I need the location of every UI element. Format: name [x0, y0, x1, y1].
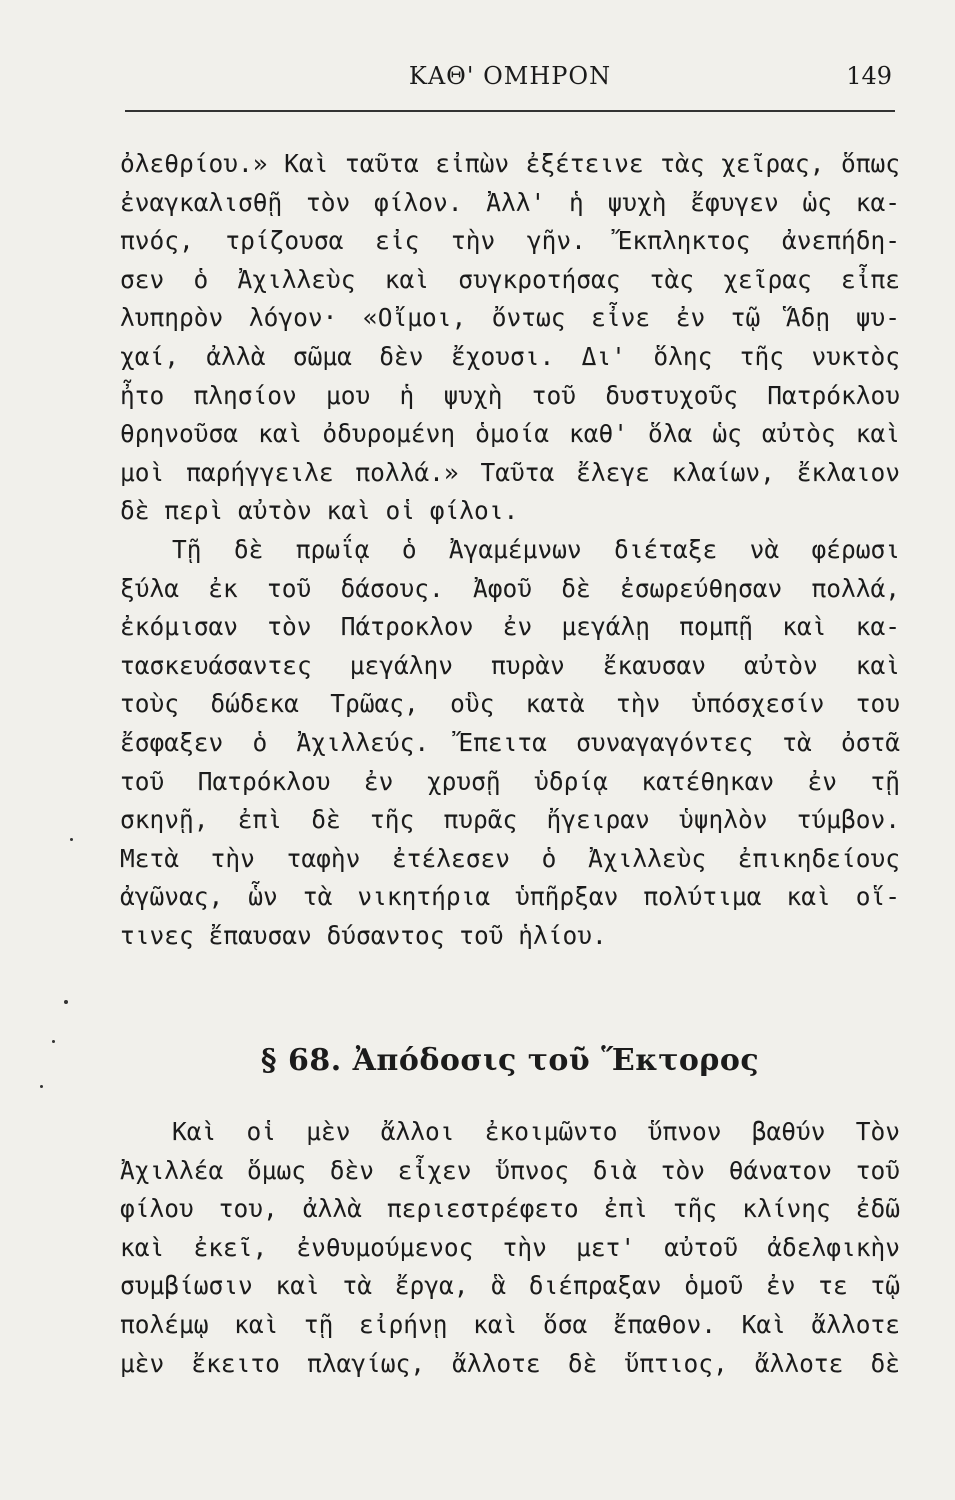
text-line: ἦτο πλησίον μου ἡ ψυχὴ τοῦ δυστυχοῦς Πατρόκλου: [120, 380, 900, 410]
text-line: μοὶ παρήγγειλε πολλά.» Ταῦτα ἔλεγε κλαίων, ἔκλαιον: [120, 457, 900, 487]
text-line: τινες ἔπαυσαν δύσαντος τοῦ ἡλίου.: [120, 920, 607, 950]
paragraph-3: [120, 1113, 900, 1383]
section-text: [120, 1113, 900, 1383]
text-line: Ἀχιλλέα ὅμως δὲν εἶχεν ὕπνος διὰ τὸν θάνατον τοῦ: [120, 1155, 900, 1185]
text-line: ἐκόμισαν τὸν Πάτροκλον ἐν μεγάλῃ πομπῇ καὶ κα-: [120, 612, 900, 642]
text-line: τοῦ Πατρόκλου ἐν χρυσῇ ὑδρίᾳ κατέθηκαν ἐν τῇ: [120, 766, 900, 796]
text-line: Τῇ δὲ πρωΐᾳ ὁ Ἀγαμέμνων διέταξε νὰ φέρωσι: [172, 534, 900, 564]
text-line: μὲν ἔκειτο πλαγίως, ἄλλοτε δὲ ὕπτιος, ἄλλοτε δὲ: [120, 1348, 900, 1378]
text-line: Καὶ οἱ μὲν ἄλλοι ἐκοιμῶντο ὕπνον βαθύν Τὸν: [172, 1117, 900, 1146]
header-rule: [125, 110, 895, 112]
page-header: [120, 58, 900, 98]
text-line: συμβίωσιν καὶ τὰ ἔργα, ἃ διέπραξαν ὁμοῦ ἐν τε τῷ: [120, 1271, 900, 1301]
text-line: χαί, ἀλλὰ σῶμα δὲν ἔχουσι. Δι' ὅλης τῆς νυκτὸς: [120, 341, 900, 371]
text-line: ὀλεθρίου.» Καὶ ταῦτα εἰπὼν ἐξέτεινε τὰς χεῖρας, ὅπως: [120, 149, 900, 178]
text-line: ἔσφαξεν ὁ Ἀχιλλεύς. Ἔπειτα συναγαγόντες τὰ ὀστᾶ: [120, 727, 900, 757]
text-line: ἀγῶνας, ὧν τὰ νικητήρια ὑπῆρξαν πολύτιμα καὶ οἵ-: [120, 882, 900, 912]
running-title: ΚΑΘ' ΟΜΗΡΟΝ: [408, 62, 612, 90]
text-line: τοὺς δώδεκα Τρῶας, οὓς κατὰ τὴν ὑπόσχεσίν του: [120, 689, 900, 719]
text-line: πολέμῳ καὶ τῇ εἰρήνῃ καὶ ὅσα ἔπαθον. Καὶ ἄλλοτε: [120, 1309, 900, 1339]
text-line: δὲ περὶ αὐτὸν καὶ οἱ φίλοι.: [120, 496, 519, 526]
page-number: 149: [846, 62, 892, 90]
text-line: Μετὰ τὴν ταφὴν ἐτέλεσεν ὁ Ἀχιλλεὺς ἐπικηδείους: [120, 843, 900, 873]
text-line: θρηνοῦσα καὶ ὀδυρομένη ὁμοία καθ' ὅλα ὡς αὐτὸς καὶ: [120, 419, 900, 449]
main-text: [120, 145, 900, 955]
paragraph-2: [120, 531, 900, 956]
print-speck: [52, 1040, 55, 1043]
text-line: τασκευάσαντες μεγάλην πυρὰν ἔκαυσαν αὐτὸν καὶ: [120, 650, 900, 680]
text-line: καὶ ἐκεῖ, ἐνθυμούμενος τὴν μετ' αὐτοῦ ἀδελφικὴν: [120, 1232, 900, 1262]
text-line: λυπηρὸν λόγον· «Οἴμοι, ὄντως εἶνε ἐν τῷ Ἅδῃ ψυ-: [120, 303, 900, 333]
text-line: ξύλα ἐκ τοῦ δάσους. Ἀφοῦ δὲ ἐσωρεύθησαν πολλά,: [120, 573, 900, 603]
print-speck: [40, 1085, 43, 1088]
section-heading: § 68. Ἀπόδοσις τοῦ Ἕκτορος: [260, 1043, 760, 1078]
print-speck: [70, 838, 73, 841]
text-line: ἐναγκαλισθῇ τὸν φίλον. Ἀλλ' ἡ ψυχὴ ἔφυγεν ὡς κα-: [120, 187, 900, 217]
text-line: σκηνῇ, ἐπὶ δὲ τῆς πυρᾶς ἤγειραν ὑψηλὸν τύμβον.: [120, 805, 900, 835]
text-line: φίλου του, ἀλλὰ περιεστρέφετο ἐπὶ τῆς κλίνης ἐδῶ: [120, 1194, 900, 1224]
print-speck: [64, 1000, 68, 1004]
text-line: πνός, τρίζουσα εἰς τὴν γῆν. Ἔκπληκτος ἀνεπήδη-: [120, 226, 900, 256]
paragraph-1: [120, 145, 900, 531]
text-line: σεν ὁ Ἀχιλλεὺς καὶ συγκροτήσας τὰς χεῖρας εἶπε: [120, 264, 900, 294]
